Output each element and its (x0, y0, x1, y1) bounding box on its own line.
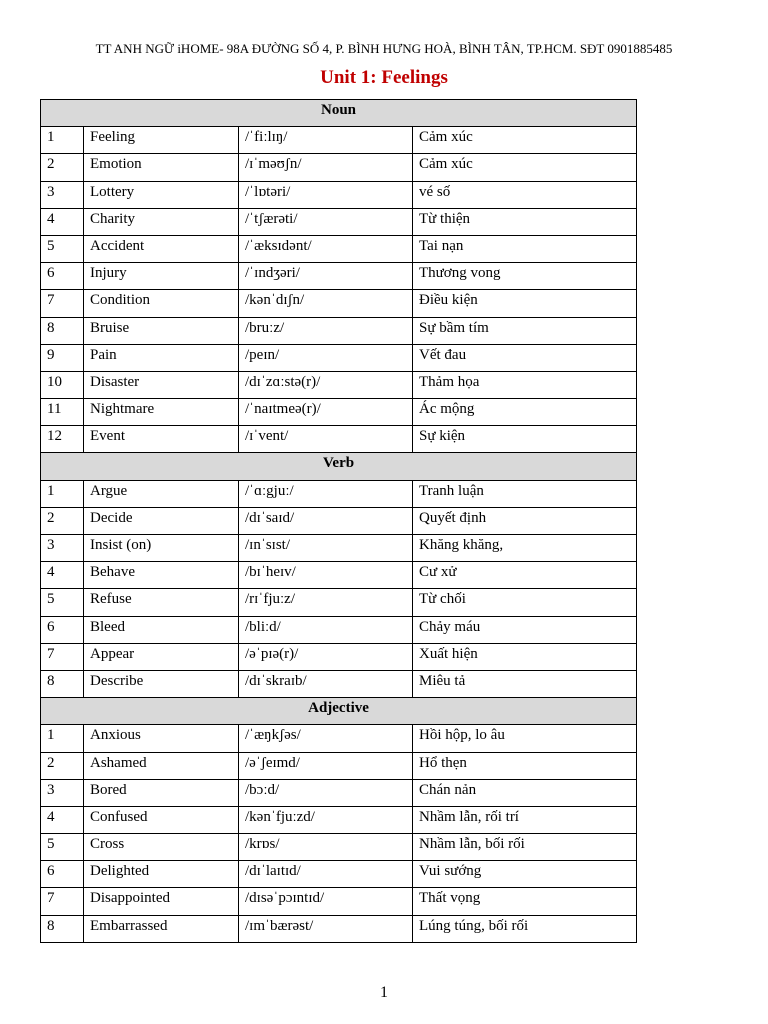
entry-word: Appear (84, 643, 239, 670)
table-row (41, 915, 637, 942)
table-row (41, 399, 637, 426)
entry-meaning: Vết đau (413, 344, 637, 371)
table-row (41, 834, 637, 861)
entry-pronunciation: /dɪsəˈpɔɪntɪd/ (239, 888, 413, 915)
entry-number: 5 (41, 589, 84, 616)
entry-number: 1 (41, 480, 84, 507)
entry-number: 5 (41, 235, 84, 262)
entry-pronunciation: /ˈæksɪdənt/ (239, 235, 413, 262)
entry-word: Anxious (84, 725, 239, 752)
entry-word: Feeling (84, 127, 239, 154)
entry-word: Delighted (84, 861, 239, 888)
entry-pronunciation: /dɪˈskraɪb/ (239, 670, 413, 697)
table-row (41, 344, 637, 371)
entry-meaning: Xuất hiện (413, 643, 637, 670)
entry-number: 2 (41, 507, 84, 534)
section-heading: Noun (41, 100, 637, 127)
entry-meaning: Từ chối (413, 589, 637, 616)
table-row (41, 562, 637, 589)
entry-number: 4 (41, 562, 84, 589)
entry-meaning: Điều kiện (413, 290, 637, 317)
entry-number: 6 (41, 263, 84, 290)
entry-word: Lottery (84, 181, 239, 208)
entry-word: Injury (84, 263, 239, 290)
entry-number: 6 (41, 616, 84, 643)
entry-meaning: Từ thiện (413, 208, 637, 235)
entry-pronunciation: /ˈtʃærəti/ (239, 208, 413, 235)
entry-pronunciation: /bɪˈheɪv/ (239, 562, 413, 589)
entry-pronunciation: /ɪnˈsɪst/ (239, 535, 413, 562)
entry-pronunciation: /əˈʃeɪmd/ (239, 752, 413, 779)
table-row (41, 235, 637, 262)
entry-meaning: Nhầm lẫn, bối rối (413, 834, 637, 861)
table-row (41, 371, 637, 398)
entry-word: Bored (84, 779, 239, 806)
table-row (41, 779, 637, 806)
entry-number: 7 (41, 290, 84, 317)
entry-pronunciation: /əˈpɪə(r)/ (239, 643, 413, 670)
entry-word: Refuse (84, 589, 239, 616)
entry-meaning: Thương vong (413, 263, 637, 290)
table-row (41, 263, 637, 290)
vocabulary-table (40, 99, 637, 943)
entry-word: Insist (on) (84, 535, 239, 562)
table-row (41, 154, 637, 181)
entry-number: 1 (41, 127, 84, 154)
entry-word: Emotion (84, 154, 239, 181)
entry-number: 8 (41, 670, 84, 697)
entry-meaning: Sự bầm tím (413, 317, 637, 344)
entry-number: 2 (41, 154, 84, 181)
entry-pronunciation: /krɒs/ (239, 834, 413, 861)
table-row (41, 127, 637, 154)
entry-number: 6 (41, 861, 84, 888)
table-row (41, 725, 637, 752)
table-row (41, 616, 637, 643)
entry-pronunciation: /bɔːd/ (239, 779, 413, 806)
entry-meaning: Miêu tả (413, 670, 637, 697)
table-row (41, 670, 637, 697)
entry-number: 2 (41, 752, 84, 779)
entry-number: 4 (41, 806, 84, 833)
entry-number: 8 (41, 915, 84, 942)
entry-word: Charity (84, 208, 239, 235)
entry-pronunciation: /ɪˈməʊʃn/ (239, 154, 413, 181)
entry-meaning: Chảy máu (413, 616, 637, 643)
page-header: TT ANH NGỮ iHOME- 98A ĐƯỜNG SỐ 4, P. BÌNH HƯNG HOÀ, BÌNH TÂN, TP.HCM. SĐT 0901885485 (95, 41, 673, 56)
entry-number: 5 (41, 834, 84, 861)
entry-pronunciation: /ɪmˈbærəst/ (239, 915, 413, 942)
entry-pronunciation: /ˈfiːlɪŋ/ (239, 127, 413, 154)
entry-pronunciation: /peɪn/ (239, 344, 413, 371)
entry-pronunciation: /dɪˈlaɪtɪd/ (239, 861, 413, 888)
table-row (41, 861, 637, 888)
entry-meaning: Thảm họa (413, 371, 637, 398)
entry-word: Embarrassed (84, 915, 239, 942)
entry-word: Decide (84, 507, 239, 534)
table-row (41, 480, 637, 507)
table-row (41, 888, 637, 915)
table-row (41, 181, 637, 208)
section-header-adjective (41, 698, 637, 725)
section-header-verb (41, 453, 637, 480)
entry-meaning: Chán nản (413, 779, 637, 806)
entry-pronunciation: /kənˈfjuːzd/ (239, 806, 413, 833)
entry-number: 12 (41, 426, 84, 453)
entry-pronunciation: /bliːd/ (239, 616, 413, 643)
table-row (41, 208, 637, 235)
entry-pronunciation: /dɪˈzɑːstə(r)/ (239, 371, 413, 398)
entry-word: Cross (84, 834, 239, 861)
entry-meaning: Sự kiện (413, 426, 637, 453)
entry-meaning: Lúng túng, bối rối (413, 915, 637, 942)
section-heading: Adjective (41, 698, 637, 725)
page-title: Unit 1: Feelings (320, 67, 448, 88)
table-row (41, 290, 637, 317)
entry-word: Disaster (84, 371, 239, 398)
entry-pronunciation: /ˈæŋkʃəs/ (239, 725, 413, 752)
entry-number: 3 (41, 181, 84, 208)
entry-meaning: Hồi hộp, lo âu (413, 725, 637, 752)
entry-number: 11 (41, 399, 84, 426)
entry-word: Event (84, 426, 239, 453)
entry-word: Bruise (84, 317, 239, 344)
entry-meaning: Cảm xúc (413, 127, 637, 154)
entry-word: Ashamed (84, 752, 239, 779)
entry-pronunciation: /ɪˈvent/ (239, 426, 413, 453)
entry-word: Pain (84, 344, 239, 371)
entry-number: 4 (41, 208, 84, 235)
entry-number: 8 (41, 317, 84, 344)
entry-pronunciation: /ˈnaɪtmeə(r)/ (239, 399, 413, 426)
table-row (41, 507, 637, 534)
entry-word: Condition (84, 290, 239, 317)
entry-meaning: Cư xử (413, 562, 637, 589)
entry-number: 7 (41, 888, 84, 915)
entry-meaning: Ác mộng (413, 399, 637, 426)
entry-meaning: Vui sướng (413, 861, 637, 888)
section-heading: Verb (41, 453, 637, 480)
entry-meaning: Nhầm lẫn, rối trí (413, 806, 637, 833)
entry-number: 9 (41, 344, 84, 371)
entry-pronunciation: /ˈɪndʒəri/ (239, 263, 413, 290)
entry-pronunciation: /ˈlɒtəri/ (239, 181, 413, 208)
table-row (41, 643, 637, 670)
entry-pronunciation: /bruːz/ (239, 317, 413, 344)
entry-word: Argue (84, 480, 239, 507)
entry-meaning: Hổ thẹn (413, 752, 637, 779)
entry-number: 1 (41, 725, 84, 752)
entry-meaning: Thất vọng (413, 888, 637, 915)
table-row (41, 535, 637, 562)
section-header-noun (41, 100, 637, 127)
table-row (41, 426, 637, 453)
table-row (41, 806, 637, 833)
entry-meaning: Cảm xúc (413, 154, 637, 181)
page-number: 1 (380, 984, 388, 1001)
table-row (41, 317, 637, 344)
entry-meaning: Quyết định (413, 507, 637, 534)
entry-meaning: vé số (413, 181, 637, 208)
entry-pronunciation: /kənˈdɪʃn/ (239, 290, 413, 317)
entry-word: Describe (84, 670, 239, 697)
entry-meaning: Tranh luận (413, 480, 637, 507)
table-row (41, 752, 637, 779)
entry-meaning: Tai nạn (413, 235, 637, 262)
entry-number: 3 (41, 535, 84, 562)
entry-pronunciation: /dɪˈsaɪd/ (239, 507, 413, 534)
entry-word: Confused (84, 806, 239, 833)
entry-number: 3 (41, 779, 84, 806)
entry-word: Bleed (84, 616, 239, 643)
table-row (41, 589, 637, 616)
entry-number: 10 (41, 371, 84, 398)
entry-word: Accident (84, 235, 239, 262)
entry-word: Nightmare (84, 399, 239, 426)
entry-word: Behave (84, 562, 239, 589)
entry-pronunciation: /ˈɑːgjuː/ (239, 480, 413, 507)
entry-pronunciation: /rɪˈfjuːz/ (239, 589, 413, 616)
entry-meaning: Khăng khăng, (413, 535, 637, 562)
entry-number: 7 (41, 643, 84, 670)
entry-word: Disappointed (84, 888, 239, 915)
